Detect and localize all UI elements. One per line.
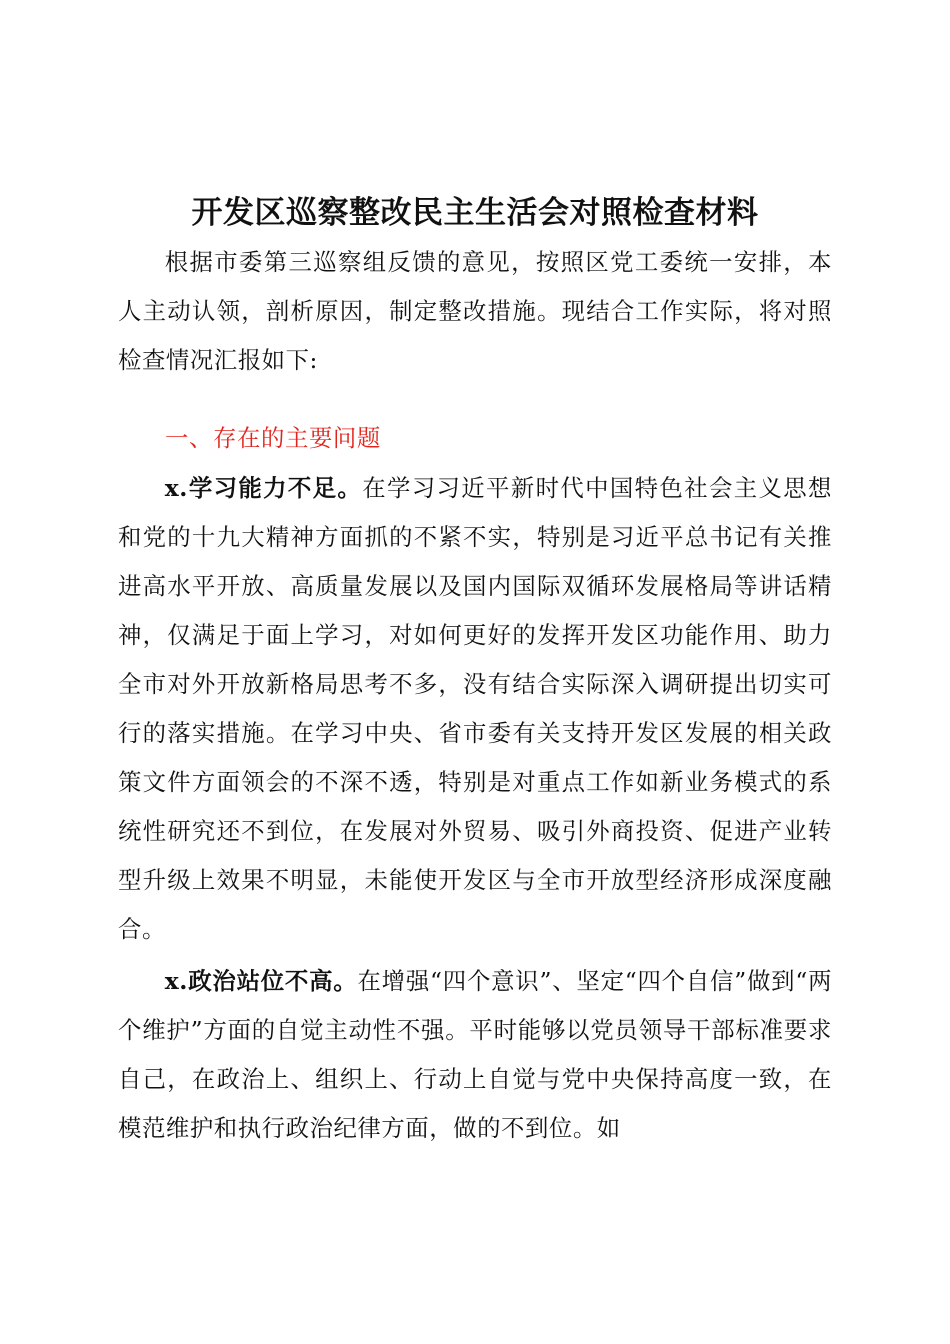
item-2-paragraph bbox=[118, 957, 832, 1153]
intro-paragraph bbox=[118, 238, 832, 385]
item-1-lead: x.学习能力不足。 bbox=[164, 474, 363, 502]
item-2-lead: x.政治站位不高。 bbox=[164, 967, 358, 995]
item-1-text: 在学习习近平新时代中国特色社会主义思想和党的十九大精神方面抓的不紧不实，特别是习近平总书记有关推进高水平开放、高质量发展以及国内国际双循环发展格局等讲话精神，仅满足于面上学习，对如何更好的发挥开发区功能作用、助力全市对外开放新格局思考不多，没有结合实际深入调研提出切实可行的落实措施。在学习中央、省市委有关支持开发区发展的相关政策文件方面领会的不深不透，特别是对重点工作如新业务模式的系统性研究还不到位，在发展对外贸易、吸引外商投资、促进产业转型升级上效果不明显，未能使开发区与全市开放型经济形成深度融合。 bbox=[118, 474, 832, 943]
intro-text: 根据市委第三巡察组反馈的意见，按照区党工委统一安排，本人主动认领，剖析原因，制定整改措施。现结合工作实际，将对照检查情况汇报如下: bbox=[118, 248, 832, 374]
item-1-paragraph bbox=[118, 464, 832, 954]
item-2-text: 在增强“四个意识”、坚定“四个自信”做到“两个维护”方面的自觉主动性不强。平时能够以党员领导干部标准要求自己，在政治上、组织上、行动上自觉与党中央保持高度一致，在模范维护和执行政治纪律方面，做的不到位。如 bbox=[118, 967, 833, 1142]
document-title: 开发区巡察整改民主生活会对照检查材料 bbox=[191, 195, 759, 231]
section-heading-main-problems: 一、存在的主要问题 bbox=[165, 424, 381, 452]
